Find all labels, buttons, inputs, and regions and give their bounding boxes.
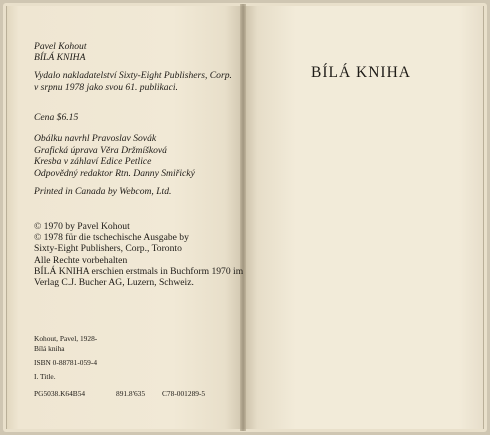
- printed-in: Printed in Canada by Webcom, Ltd.: [34, 186, 172, 197]
- credits: [34, 133, 195, 179]
- catalog-card: [34, 334, 97, 382]
- copyright-block: [34, 221, 243, 288]
- catalog-control-number: C78-001289-5: [162, 389, 206, 398]
- catalog-dewey: 891.8'635: [116, 389, 146, 398]
- publisher-note: [34, 70, 232, 93]
- author-name: Pavel Kohout: [34, 41, 87, 52]
- book-title-imprint: BÍLÁ KNIHA: [34, 52, 86, 63]
- price: Cena $6.15: [34, 112, 79, 123]
- catalog-subject: I. Title.: [34, 372, 56, 381]
- copyright-line: © 1970 by Pavel Kohout: [34, 221, 130, 232]
- copyright-line: BÍLÁ KNIHA erschien erstmals in Buchform 1970 im: [34, 265, 244, 277]
- page-title: BÍLÁ KNIHA: [311, 64, 411, 81]
- credit-line: Odpovědný redaktor Rtn. Danny Smiřický: [34, 167, 195, 179]
- credit-line: Kresba v záhlaví Edice Petlice: [34, 156, 152, 167]
- copyright-line: Sixty-Eight Publishers, Corp., Toronto: [34, 243, 182, 255]
- credit-line: Grafická úprava Věra Držmíšková: [34, 144, 167, 156]
- copyright-line: Verlag C.J. Bucher AG, Luzern, Schweiz.: [34, 277, 194, 289]
- catalog-line: Bílá kniha: [34, 344, 65, 353]
- book-gutter: [240, 4, 246, 431]
- catalog-call-number: PG5038.K64B54: [34, 389, 86, 398]
- catalog-line: Kohout, Pavel, 1928-: [34, 334, 98, 343]
- publisher-note-line: v srpnu 1978 jako svou 61. publikaci.: [34, 81, 178, 93]
- credit-line: Obálku navrhl Pravoslav Sovák: [34, 133, 157, 144]
- copyright-line: © 1978 für die tschechische Ausgabe by: [34, 232, 189, 244]
- publisher-note-line: Vydalo nakladatelství Sixty-Eight Publishers, Corp.: [34, 70, 232, 81]
- catalog-isbn: ISBN 0-88781-059-4: [34, 358, 98, 367]
- copyright-line: Alle Rechte vorbehalten: [34, 254, 128, 266]
